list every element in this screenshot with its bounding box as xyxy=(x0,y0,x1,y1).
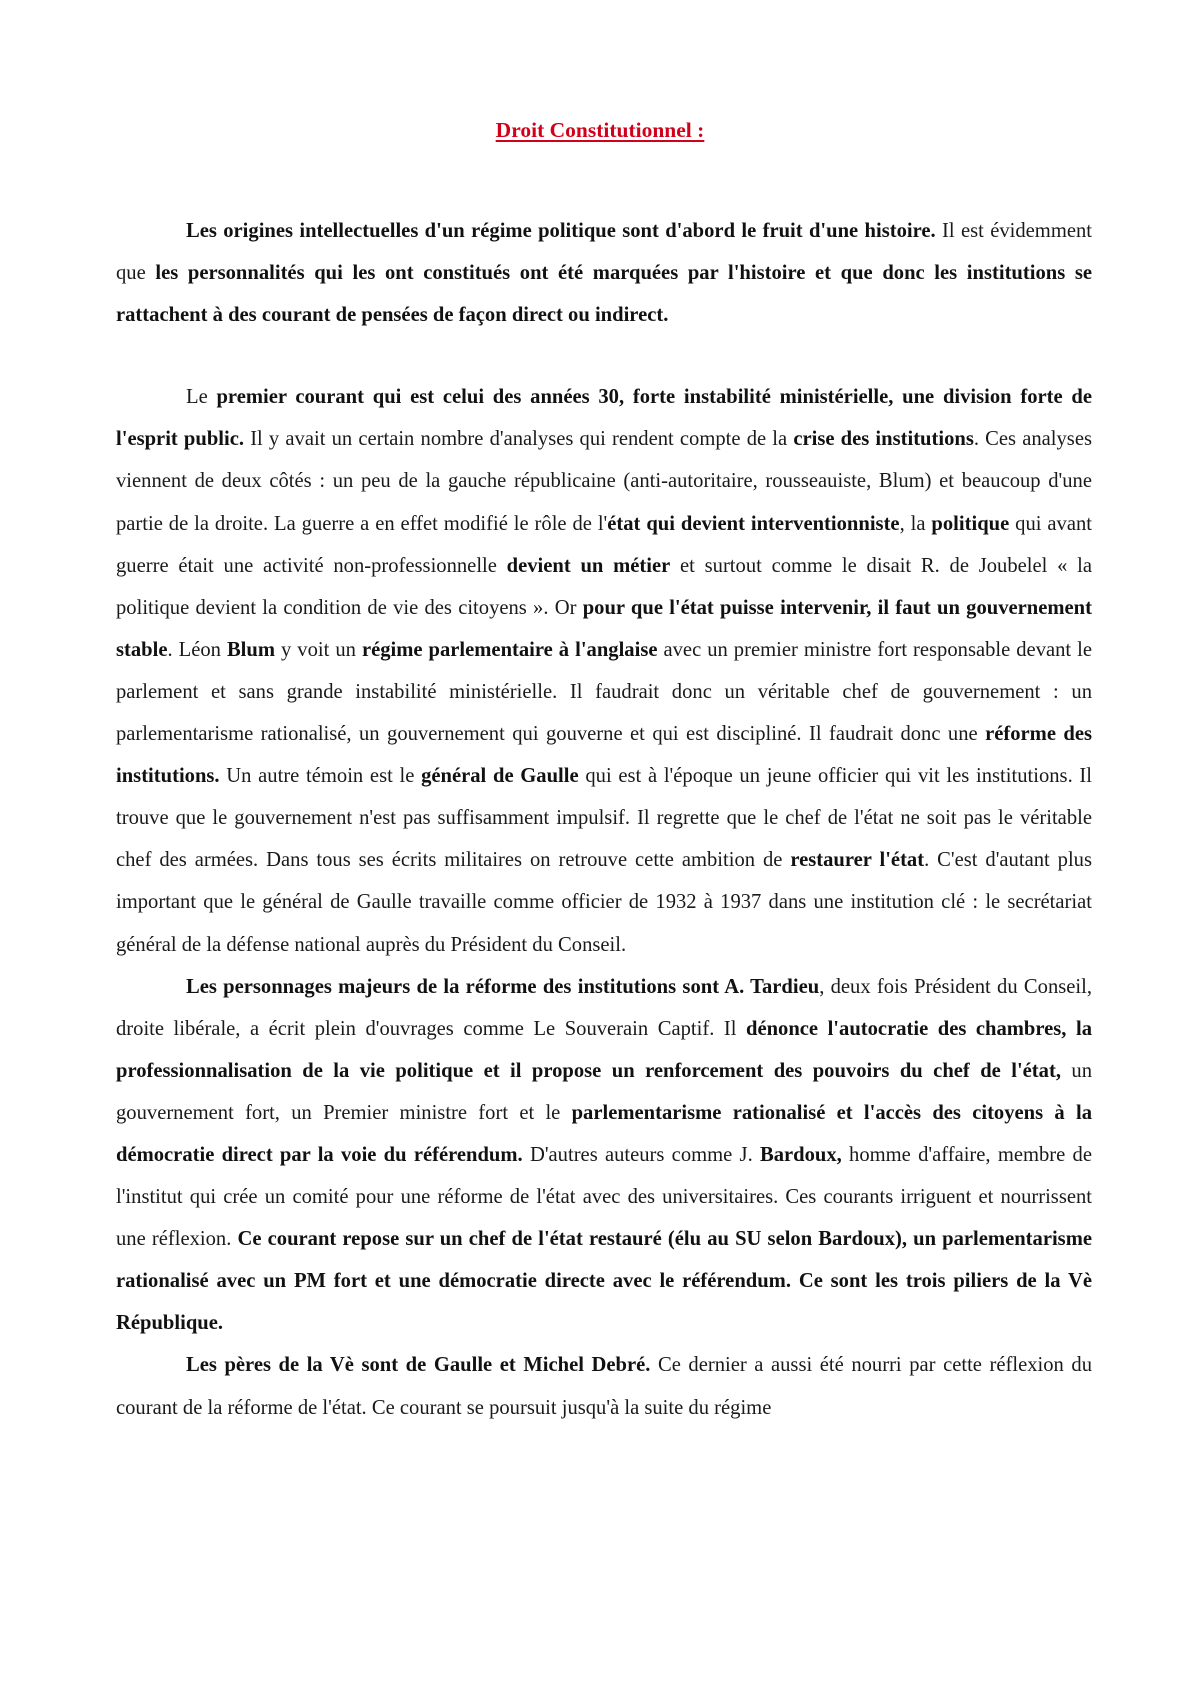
text-run: Un autre témoin est le xyxy=(219,765,422,788)
text-run: y voit un xyxy=(275,638,362,661)
bold-text-run: régime parlementaire à l'anglaise xyxy=(361,638,658,661)
text-run: Il est évidemment que xyxy=(116,220,1092,285)
bold-text-run: dénonce l'autocratie des chambres, la professionnalisation de la vie politique et il propose un renforcement des pouvoirs du chef de l'état, xyxy=(116,1017,1092,1082)
bold-text-run: devient un métier xyxy=(506,554,671,577)
bold-text-run: politique xyxy=(931,512,1010,535)
text-run: . Léon xyxy=(167,638,227,661)
document-title: Droit Constitutionnel : xyxy=(495,118,705,142)
text-run: homme d'affaire, membre de l'institut qui crée un comité pour une réforme de l'état avec des universitaires. Ces courants irriguent et nourrissent une réflexion. xyxy=(116,1143,1092,1251)
bold-text-run: parlementarisme rationalisé et l'accès des citoyens à la démocratie direct par la voie du référendum. xyxy=(116,1101,1092,1166)
bold-text-run: Les origines intellectuelles d'un régime politique sont d'abord le fruit d'une histoire. xyxy=(186,220,936,242)
text-run: . Ces analyses viennent de deux côtés : un peu de la gauche républicaine (anti-autoritaire, rousseauiste, Blum) et beaucoup d'une partie de la droite. La guerre a en effet modifié le rôle de l' xyxy=(116,428,1092,535)
text-run: et surtout comme le disait R. de Joubelel « la politique devient la condition de vie des citoyens ». Or xyxy=(116,554,1092,619)
bold-text-run: Blum xyxy=(226,638,276,661)
paragraph-3 xyxy=(116,966,1092,1345)
text-run: D'autres auteurs comme J. xyxy=(522,1143,760,1166)
text-run: un gouvernement fort, un Premier ministre fort et le xyxy=(116,1059,1092,1124)
text-run: Le xyxy=(186,386,217,409)
document-body xyxy=(116,210,1092,1429)
bold-text-run: pour que l'état puisse intervenir, il faut un gouvernement stable xyxy=(116,596,1092,661)
text-run: . C'est d'autant plus important que le général de Gaulle travaille comme officier de 1932 à 1937 dans une institution clé : le secrétariat général de la défense national auprès du Président du Conseil. xyxy=(116,849,1092,956)
bold-text-run: restaurer l'état xyxy=(790,849,925,872)
text-run: , deux fois Président du Conseil, droite libérale, a écrit plein d'ouvrages comme Le Souverain Captif. Il xyxy=(116,975,1092,1040)
text-run: Il y avait un certain nombre d'analyses qui rendent compte de la xyxy=(244,428,794,451)
bold-text-run: réforme des institutions. xyxy=(116,723,1092,788)
text-run: qui est à l'époque un jeune officier qui vit les institutions. Il trouve que le gouvernement n'est pas suffisamment impulsif. Il regrette que le chef de l'état ne soit pas le véritable chef des armées. Dans tous ses écrits militaires on retrouve cette ambition de xyxy=(116,765,1093,872)
paragraph-2 xyxy=(116,376,1092,965)
bold-text-run: général de Gaulle xyxy=(421,765,579,788)
bold-text-run: premier courant qui est celui des années 30, forte instabilité ministérielle, une division forte de l'esprit public. xyxy=(116,386,1092,451)
text-run: Ce dernier a aussi été nourri par cette réflexion du courant de la réforme de l'état. Ce courant se poursuit jusqu'à la suite du régime xyxy=(116,1354,1092,1419)
paragraph-1 xyxy=(116,210,1092,336)
bold-text-run: les personnalités qui les ont constitués ont été marquées par l'histoire et que donc les institutions se rattachent à des courant de pensées de façon direct ou indirect. xyxy=(116,262,1093,327)
bold-text-run: Bardoux, xyxy=(759,1143,842,1166)
bold-text-run: crise des institutions xyxy=(793,428,974,451)
text-run: avec un premier ministre fort responsable devant le parlement et sans grande instabilité ministérielle. Il faudrait donc un véritable chef de gouvernement : un parlementarisme rationalisé, un gouvernement qui gouverne et qui est discipliné. Il faudrait donc une xyxy=(116,638,1093,746)
text-run: , la xyxy=(899,512,932,535)
paragraph-4 xyxy=(116,1344,1092,1428)
bold-text-run: Ce courant repose sur un chef de l'état restauré (élu au SU selon Bardoux), un parlementarisme rationalisé avec un PM fort et une démocratie directe avec le référendum. Ce sont les trois piliers de la Vè République. xyxy=(116,1228,1092,1335)
bold-text-run: état qui devient interventionniste xyxy=(607,512,900,535)
bold-text-run: Les pères de la Vè sont de Gaulle et Michel Debré. xyxy=(186,1354,651,1377)
bold-text-run: Les personnages majeurs de la réforme des institutions sont A. Tardieu xyxy=(186,975,820,998)
text-run: qui avant guerre était une activité non-professionnelle xyxy=(116,512,1092,577)
